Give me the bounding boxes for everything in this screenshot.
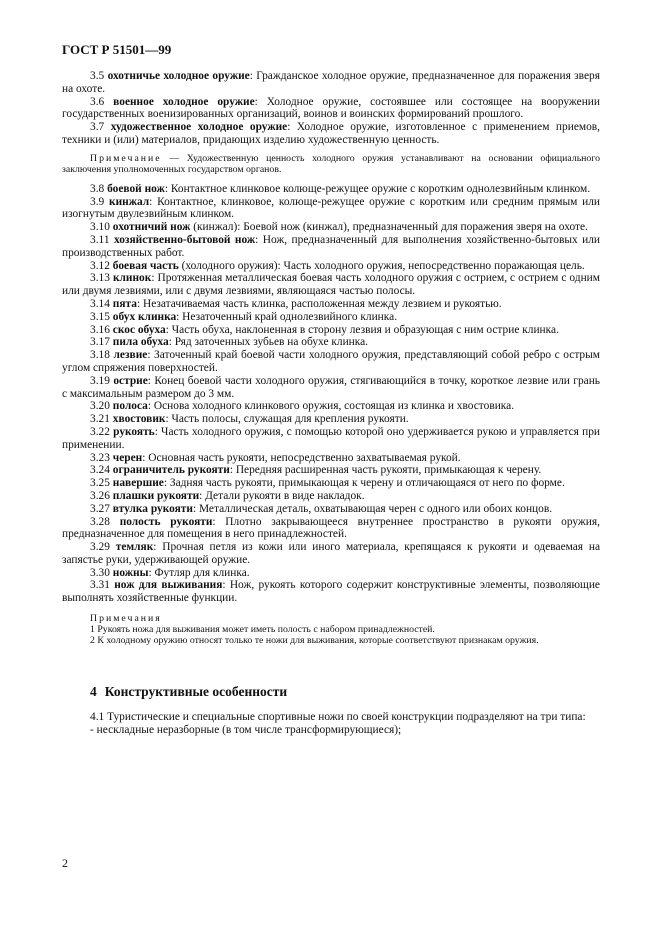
term-number: 3.21 xyxy=(90,413,110,426)
term-entry xyxy=(62,121,600,147)
term-name: хозяйственно-бытовой нож xyxy=(113,233,256,246)
term-definition: : Заточенный край боевой части холодного оружия, представляющий собой ребро с острым углом спряжения поверхностей. xyxy=(62,349,600,374)
term-definition: (кинжал): Боевой нож (кинжал), предназначенный для поражения зверя на охоте. xyxy=(190,221,588,234)
term-name: нож для выживания xyxy=(114,579,223,592)
term-definition: : Холодное оружие, состоявшее или состоящее на вооружении государственных военизированных организаций, воинов и воинских формирований прошлого. xyxy=(62,95,600,121)
term-name: ножны xyxy=(112,566,149,579)
term-name: полоса xyxy=(112,400,148,413)
term-name: рукоять xyxy=(113,425,155,438)
term-name: плашки рукояти xyxy=(112,489,200,502)
term-entry xyxy=(62,221,600,234)
term-number: 3.5 xyxy=(90,70,105,82)
term-name: черен xyxy=(112,451,143,464)
term-number: 3.31 xyxy=(90,579,110,592)
term-entry xyxy=(62,234,600,260)
term-number: 3.25 xyxy=(90,477,110,490)
term-number: 3.7 xyxy=(90,121,105,134)
term-number: 3.26 xyxy=(90,489,110,502)
term-number: 3.22 xyxy=(90,425,110,438)
term-number: 3.18 xyxy=(90,349,110,362)
term-name: скос обуха xyxy=(112,323,166,336)
term-name: втулка рукояти xyxy=(112,502,193,515)
term-number: 3.14 xyxy=(90,297,110,310)
term-entry xyxy=(62,541,600,567)
term-name: ограничитель рукояти xyxy=(112,464,230,477)
term-number: 3.30 xyxy=(90,566,110,579)
term-name: боевой нож xyxy=(107,182,165,195)
section-number: 4 xyxy=(90,684,97,700)
term-name: хвостовик xyxy=(112,413,166,426)
note-1 xyxy=(62,153,600,175)
term-entry xyxy=(62,349,600,375)
term-entry xyxy=(62,272,600,298)
notes-title: Примечания xyxy=(90,613,162,625)
term-definition: (холодного оружия): Часть холодного оружия, непосредственно поражающая цель. xyxy=(178,259,585,272)
term-number: 3.11 xyxy=(90,233,110,246)
term-entry xyxy=(62,298,600,311)
term-definition: : Часть обуха, наклоненная в сторону лезвия и образующая с ним острие клинка. xyxy=(165,323,559,336)
term-definition: : Незатачиваемая часть клинка, расположенная между лезвием и рукоятью. xyxy=(136,297,502,310)
term-name: художественное холодное оружие xyxy=(110,121,288,134)
term-definition: : Контактное клинковое колюще-режущее оружие с коротким однолезвийным клинком. xyxy=(164,182,591,195)
term-entry xyxy=(62,375,600,401)
term-entry xyxy=(62,96,600,122)
term-name: боевая часть xyxy=(112,259,179,272)
term-definition: : Нож, рукоять которого содержит конструктивные элементы, позволяющие выполнять хозяйственные функции. xyxy=(62,579,600,605)
term-entry xyxy=(62,260,600,273)
term-name: обух клинка xyxy=(112,310,177,323)
term-definition: : Основа холодного клинкового оружия, состоящая из клинка и хвостовика. xyxy=(147,400,515,413)
term-name: лезвие xyxy=(113,349,148,362)
section-paragraph-1: 4.1 Туристические и специальные спортивные ножи по своей конструкции подразделяют на три типа: xyxy=(90,710,586,723)
term-definition: : Основная часть рукояти, непосредственно захватываемая рукой. xyxy=(142,451,461,464)
section-title: Конструктивные особенности xyxy=(104,684,288,700)
notes-block xyxy=(62,613,600,646)
term-definition: : Прочная петля из кожи или иного материала, крепящаяся к рукояти и одеваемая на запястье руки, удерживающей оружие. xyxy=(62,541,601,566)
term-name: пята xyxy=(112,297,137,310)
term-definition: : Холодное оружие, изготовленное с применением приемов, техники и (или) материалов, придающих изделию художественную ценность. xyxy=(62,121,601,146)
term-entry xyxy=(62,464,600,477)
term-entry xyxy=(62,452,600,465)
section-heading xyxy=(90,686,600,699)
term-number: 3.19 xyxy=(90,374,110,387)
term-entry xyxy=(62,567,600,580)
term-number: 3.23 xyxy=(90,451,110,464)
term-entry xyxy=(62,196,600,222)
term-name: клинок xyxy=(112,272,152,285)
term-number: 3.24 xyxy=(90,464,110,477)
term-entry xyxy=(62,324,600,337)
term-name: навершие xyxy=(112,477,164,490)
term-name: пила обуха xyxy=(112,336,169,349)
term-number: 3.28 xyxy=(90,515,110,528)
term-number: 3.8 xyxy=(90,182,105,195)
term-name: острие xyxy=(113,374,148,387)
terms-list-1 xyxy=(62,70,600,147)
term-definition: : Протяженная металлическая боевая часть холодного оружия с острием, с острием с одним или двумя лезвиями, или с двумя лезвиями, являющаяся частью полосы. xyxy=(62,272,600,298)
page-number: 2 xyxy=(62,856,68,870)
note-item-1: 1 Рукоять ножа для выживания может иметь полость с набором принадлежностей. xyxy=(90,624,435,636)
term-definition: : Детали рукояти в виде накладок. xyxy=(199,489,365,502)
term-name: военное холодное оружие xyxy=(113,95,255,108)
term-name: полость рукояти xyxy=(119,515,213,528)
note-item-2: 2 К холодному оружию относят только те ножи для выживания, которые соответствуют признакам оружия. xyxy=(90,635,539,647)
page-content xyxy=(62,70,600,736)
term-entry xyxy=(62,400,600,413)
term-number: 3.27 xyxy=(90,502,110,515)
term-definition: : Металлическая деталь, охватывающая черен с одного или обоих концов. xyxy=(192,502,553,515)
term-name: темляк xyxy=(115,541,154,554)
term-number: 3.12 xyxy=(90,259,110,272)
term-definition: : Часть холодного оружия, с помощью которой оно удерживается рукою и управляется при применении. xyxy=(62,425,600,451)
term-number: 3.9 xyxy=(90,195,105,208)
term-entry xyxy=(62,516,600,542)
term-number: 3.15 xyxy=(90,310,110,323)
document-header: ГОСТ Р 51501—99 xyxy=(62,42,172,57)
term-definition: : Конец боевой части холодного оружия, стягивающийся в точку, короткое лезвие или грань с максимальным размером до 3 мм. xyxy=(62,374,600,400)
term-definition: : Футляр для клинка. xyxy=(148,566,250,579)
term-entry xyxy=(62,183,600,196)
term-name: кинжал xyxy=(109,195,150,208)
term-entry xyxy=(62,503,600,516)
term-definition: : Плотно закрывающееся внутреннее пространство в рукояти оружия, предназначенное для помещения в него принадлежностей. xyxy=(62,515,600,541)
term-definition: : Ряд заточенных зубьев на обухе клинка. xyxy=(168,336,369,349)
term-number: 3.6 xyxy=(90,95,105,108)
term-number: 3.17 xyxy=(90,336,110,349)
term-definition: : Нож, предназначенный для выполнения хозяйственно-бытовых или производственных работ. xyxy=(62,233,600,259)
term-entry xyxy=(62,477,600,490)
section-paragraph-2: - нескладные неразборные (в том числе трансформирующиеся); xyxy=(90,723,402,736)
term-number: 3.10 xyxy=(90,221,110,234)
term-definition: : Часть полосы, служащая для крепления рукояти. xyxy=(165,413,409,426)
term-definition: : Передняя расширенная часть рукояти, примыкающая к черену. xyxy=(229,464,542,477)
term-definition: : Незаточенный край однолезвийного клинка. xyxy=(176,310,398,323)
term-entry xyxy=(62,579,600,605)
term-entry xyxy=(62,311,600,324)
term-definition: : Контактное, клинковое, колюще-режущее оружие с коротким или средним прямым или изогнутым двулезвийным клинком. xyxy=(62,195,600,221)
term-number: 3.13 xyxy=(90,272,110,285)
note-text: — Художественную ценность холодного оружия устанавливают на основании официального заключения уполномоченных государством органов. xyxy=(62,152,600,175)
term-number: 3.16 xyxy=(90,323,110,336)
term-entry xyxy=(62,426,600,452)
note-title: Примечание xyxy=(90,152,162,164)
term-name: охотничье холодное оружие xyxy=(107,70,250,82)
term-entry xyxy=(62,413,600,426)
term-entry xyxy=(62,490,600,503)
term-number: 3.29 xyxy=(90,541,110,554)
term-definition: : Гражданское холодное оружие, предназначенное для поражения зверя на охоте. xyxy=(62,70,600,95)
term-definition: : Задняя часть рукояти, примыкающая к черену и отличающаяся от него по форме. xyxy=(163,477,565,490)
term-entry xyxy=(62,336,600,349)
term-name: охотничий нож xyxy=(112,221,191,234)
term-entry xyxy=(62,70,600,96)
term-number: 3.20 xyxy=(90,400,110,413)
terms-list-2 xyxy=(62,183,600,605)
